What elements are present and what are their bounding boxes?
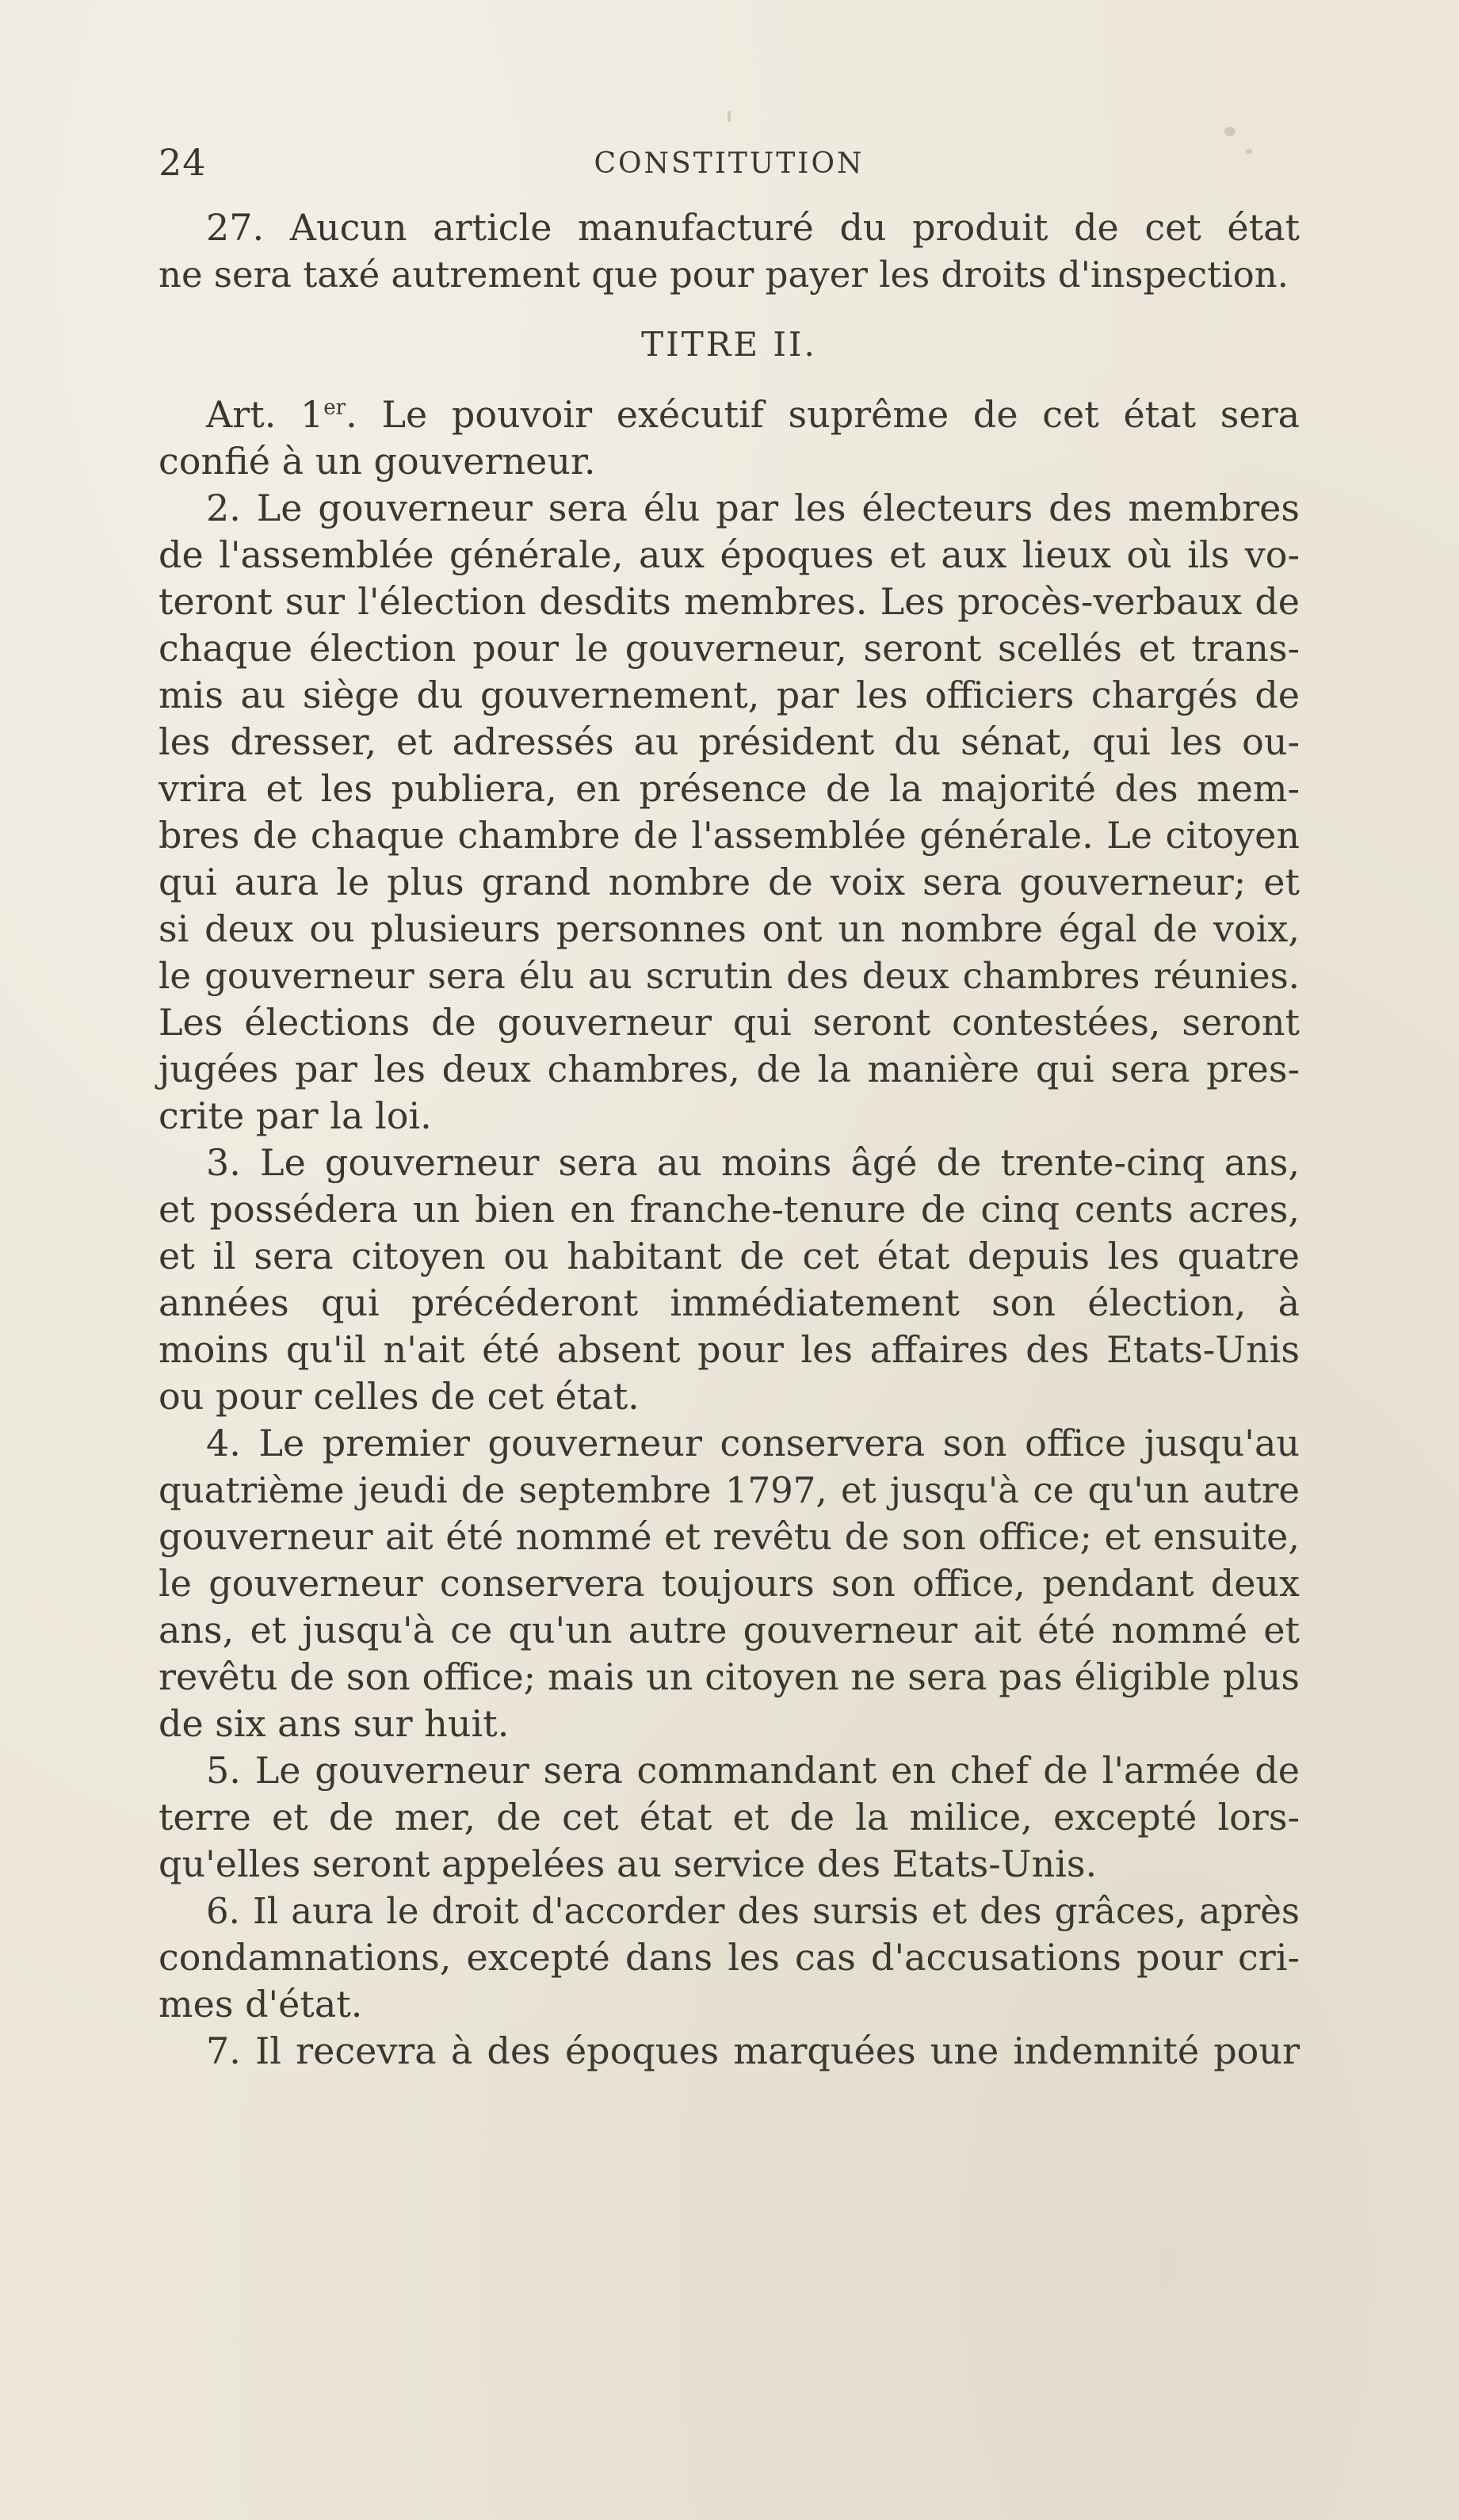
- article-3-line: ou pour celles de cet état.: [159, 1375, 640, 1418]
- article-27-line: ne sera taxé autrement que pour payer les droits d'inspection.: [159, 254, 1289, 296]
- article-4-line: gouverneur ait été nommé et revêtu de son office; et ensuite,: [159, 1515, 1300, 1558]
- article-1-first-rest: . Le pouvoir exécutif suprême de cet état sera: [346, 393, 1300, 436]
- article-1-sup: er: [323, 395, 346, 420]
- article-2-line: si deux ou plusieurs personnes ont un nombre égal de voix,: [159, 907, 1300, 950]
- section-title: TITRE II.: [641, 325, 817, 364]
- article-4-line: de six ans sur huit.: [159, 1702, 510, 1745]
- article-2-line: les dresser, et adressés au président du sénat, qui les ou-: [159, 720, 1300, 763]
- article-3-line: 3. Le gouverneur sera au moins âgé de trente-cinq ans,: [206, 1141, 1300, 1184]
- article-2-line: Les élections de gouverneur qui seront contestées, seront: [159, 1001, 1300, 1044]
- body-text: [159, 204, 1300, 2075]
- article-2-line: teront sur l'élection desdits membres. Les procès-verbaux de: [159, 580, 1300, 623]
- article-2-line: vrira et les publiera, en présence de la majorité des mem-: [159, 767, 1300, 810]
- article-2-line: chaque élection pour le gouverneur, seront scellés et trans-: [159, 627, 1300, 670]
- article-4-line: 4. Le premier gouverneur conservera son office jusqu'au: [206, 1422, 1300, 1464]
- page-header: [159, 141, 1300, 197]
- ink-stain: [728, 111, 731, 122]
- article-7-line: 7. Il recevra à des époques marquées une indemnité pour: [206, 2029, 1300, 2072]
- article-2-line: jugées par les deux chambres, de la manière qui sera pres-: [159, 1048, 1300, 1090]
- article-2-line: de l'assemblée générale, aux époques et aux lieux où ils vo-: [159, 533, 1300, 576]
- article-3-line: moins qu'il n'ait été absent pour les affaires des Etats-Unis: [159, 1328, 1300, 1371]
- article-6-line: mes d'état.: [159, 1983, 363, 2026]
- page-number: 24: [159, 141, 207, 184]
- article-1-line: [159, 391, 1300, 438]
- article-6-line: 6. Il aura le droit d'accorder des sursis et des grâces, après: [206, 1890, 1300, 1932]
- article-2-line: crite par la loi.: [159, 1094, 432, 1137]
- article-5-line: 5. Le gouverneur sera commandant en chef de l'armée de: [206, 1749, 1300, 1792]
- article-4-line: le gouverneur conservera toujours son office, pendant deux: [159, 1562, 1300, 1605]
- article-3-line: et possédera un bien en franche-tenure de cinq cents acres,: [159, 1188, 1300, 1231]
- article-4-line: ans, et jusqu'à ce qu'un autre gouverneur ait été nommé et: [159, 1609, 1300, 1651]
- article-3-line: années qui précéderont immédiatement son élection, à: [159, 1281, 1300, 1324]
- article-1-prefix: Art. 1: [206, 393, 324, 436]
- article-1-line: confié à un gouverneur.: [159, 440, 596, 483]
- running-title: CONSTITUTION: [594, 147, 865, 180]
- article-2-line: le gouverneur sera élu au scrutin des deux chambres réunies.: [159, 955, 1300, 997]
- article-3-line: et il sera citoyen ou habitant de cet état depuis les quatre: [159, 1235, 1300, 1277]
- article-2-line: qui aura le plus grand nombre de voix sera gouverneur; et: [159, 861, 1300, 903]
- article-6-line: condamnations, excepté dans les cas d'accusations pour cri-: [159, 1936, 1300, 1979]
- article-4-line: revêtu de son office; mais un citoyen ne sera pas éligible plus: [159, 1655, 1300, 1698]
- article-5-line: qu'elles seront appelées au service des Etats-Unis.: [159, 1842, 1098, 1885]
- article-2-line: 2. Le gouverneur sera élu par les électeurs des membres: [206, 487, 1300, 529]
- article-27-line: 27. Aucun article manufacturé du produit de cet état: [206, 206, 1300, 249]
- article-2-line: mis au siège du gouvernement, par les officiers chargés de: [159, 674, 1300, 716]
- ink-stain: [1224, 127, 1236, 136]
- article-4-line: quatrième jeudi de septembre 1797, et jusqu'à ce qu'un autre: [159, 1469, 1300, 1511]
- article-2-line: bres de chaque chambre de l'assemblée générale. Le citoyen: [159, 814, 1300, 857]
- article-5-line: terre et de mer, de cet état et de la milice, excepté lors-: [159, 1796, 1300, 1838]
